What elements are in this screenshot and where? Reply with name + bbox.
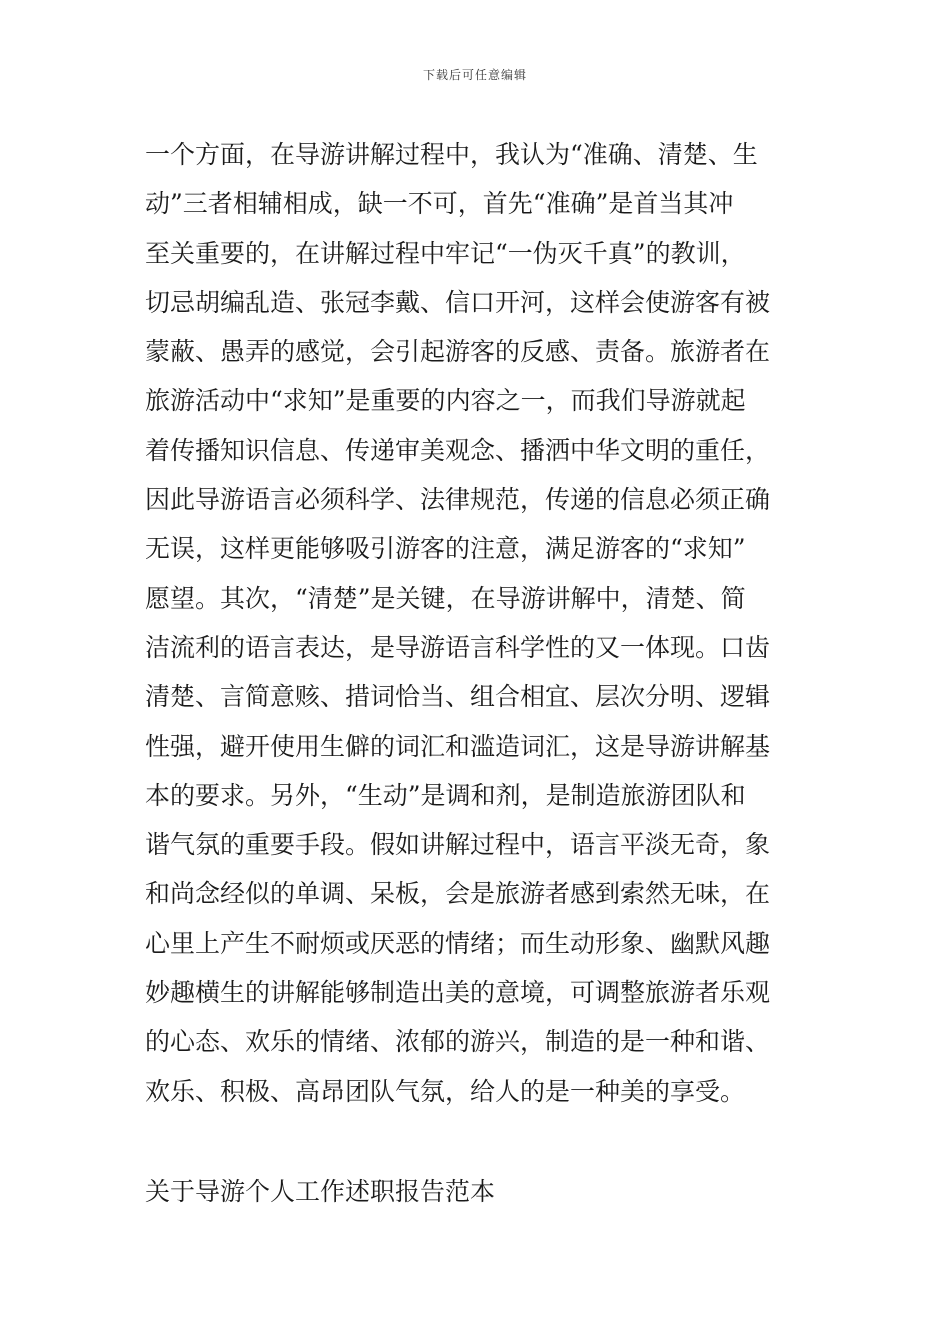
paragraph-line: 一个方面，在导游讲解过程中，我认为“准确、清楚、生 <box>145 140 758 169</box>
paragraph-line: 动”三者相辅相成，缺一不可，首先“准确”是首当其冲 <box>145 189 734 219</box>
paragraph-line: 无误，这样更能够吸引游客的注意，满足游客的“求知” <box>145 534 746 564</box>
paragraph-line: 欢乐、积极、高昂团队气氛，给人的是一种美的享受。 <box>145 1076 746 1106</box>
paragraph-line: 洁流利的语言表达，是导游语言科学性的又一体现。口齿 <box>145 632 771 662</box>
paragraph-line: 愿望。其次，“清楚”是关键，在导游讲解中，清楚、简 <box>145 583 746 613</box>
paragraph-line: 心里上产生不耐烦或厌恶的情绪；而生动形象、幽默风趣 <box>145 928 771 958</box>
section-title: 关于导游个人工作述职报告范本 <box>145 1177 496 1206</box>
paragraph-line: 因此导游语言必须科学、法律规范，传递的信息必须正确 <box>145 485 771 515</box>
paragraph-line: 至关重要的，在讲解过程中牢记“一伪灭千真”的教训， <box>145 238 746 268</box>
page-header: 下载后可任意编辑 <box>422 68 527 82</box>
paragraph-line: 的心态、欢乐的情绪、浓郁的游兴，制造的是一种和谐、 <box>145 1027 771 1057</box>
body-paragraph <box>145 130 815 1116</box>
paragraph-line: 切忌胡编乱造、张冠李戴、信口开河，这样会使游客有被 <box>145 287 771 317</box>
paragraph-line: 谐气氛的重要手段。假如讲解过程中，语言平淡无奇，象 <box>145 830 771 860</box>
paragraph-line: 着传播知识信息、传递审美观念、播洒中华文明的重任， <box>145 435 771 465</box>
paragraph-line: 清楚、言简意赅、措词恰当、组合相宜、层次分明、逻辑 <box>145 682 771 712</box>
paragraph-line: 本的要求。另外，“生动”是调和剂，是制造旅游团队和 <box>145 780 746 810</box>
paragraph-line: 蒙蔽、愚弄的感觉，会引起游客的反感、责备。旅游者在 <box>145 337 771 367</box>
paragraph-line: 性强，避开使用生僻的词汇和滥造词汇，这是导游讲解基 <box>145 731 771 761</box>
paragraph-line: 妙趣横生的讲解能够制造出美的意境，可调整旅游者乐观 <box>145 978 771 1008</box>
paragraph-line: 旅游活动中“求知”是重要的内容之一，而我们导游就起 <box>145 386 746 416</box>
paragraph-line: 和尚念经似的单调、呆板，会是旅游者感到索然无味，在 <box>145 879 771 909</box>
